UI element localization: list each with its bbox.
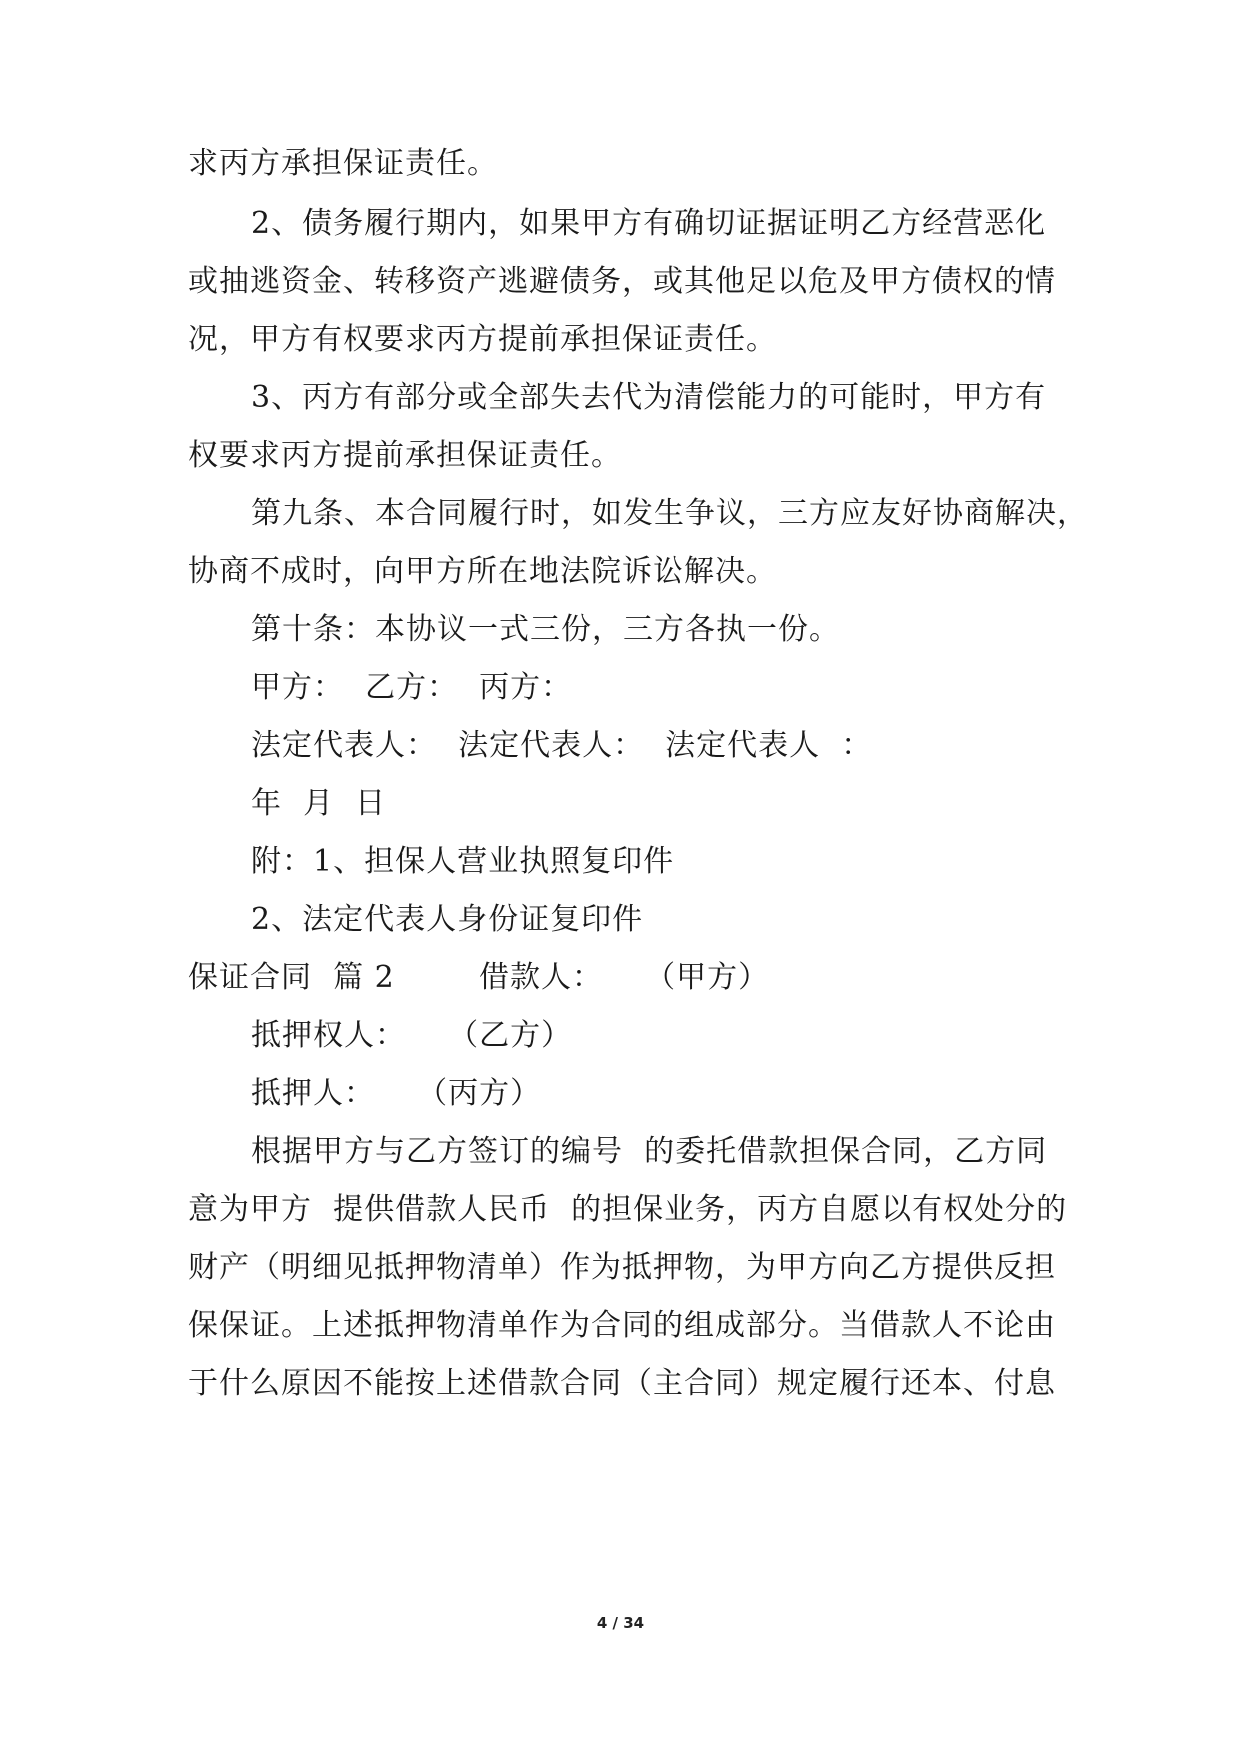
text-line: 甲方： 乙方： 丙方： [251,670,573,705]
text-line: 权要求丙方提前承担保证责任。 [188,438,622,473]
text-line: 意为甲方 提供借款人民币 的担保业务，丙方自愿以有权处分的 [188,1192,1068,1227]
text-line: 第九条、本合同履行时，如发生争议，三方应友好协商解决， [251,496,1088,531]
text-line: 保保证。上述抵押物清单作为合同的组成部分。当借款人不论由 [188,1308,1056,1343]
text-line: 于什么原因不能按上述借款合同（主合同）规定履行还本、付息 [188,1366,1056,1401]
text-line: 求丙方承担保证责任。 [188,146,498,181]
text-line: 3、丙方有部分或全部失去代为清偿能力的可能时，甲方有 [251,380,1047,415]
text-line: 附：1、担保人营业执照复印件 [251,844,675,879]
text-line: 2、法定代表人身份证复印件 [251,902,644,937]
text-line: 况，甲方有权要求丙方提前承担保证责任。 [188,322,777,357]
text-line: 年 月 日 [251,786,387,821]
text-line: 根据甲方与乙方签订的编号 的委托借款担保合同，乙方同 [251,1134,1048,1169]
text-line: 法定代表人： 法定代表人： 法定代表人 ： [251,728,873,763]
text-line: 抵押人： （丙方） [251,1076,542,1111]
text-line: 协商不成时，向甲方所在地法院诉讼解决。 [188,554,777,589]
text-line: 财产（明细见抵押物清单）作为抵押物，为甲方向乙方提供反担 [188,1250,1056,1285]
section-heading: 保证合同 篇 2 借款人： （甲方） [188,960,770,995]
text-line: 2、债务履行期内，如果甲方有确切证据证明乙方经营恶化 [251,206,1047,241]
text-line: 抵押权人： （乙方） [251,1018,573,1053]
text-line: 第十条：本协议一式三份，三方各执一份。 [251,612,840,647]
page-number: 4 / 34 [596,1614,645,1632]
text-line: 或抽逃资金、转移资产逃避债务，或其他足以危及甲方债权的情 [188,264,1056,299]
